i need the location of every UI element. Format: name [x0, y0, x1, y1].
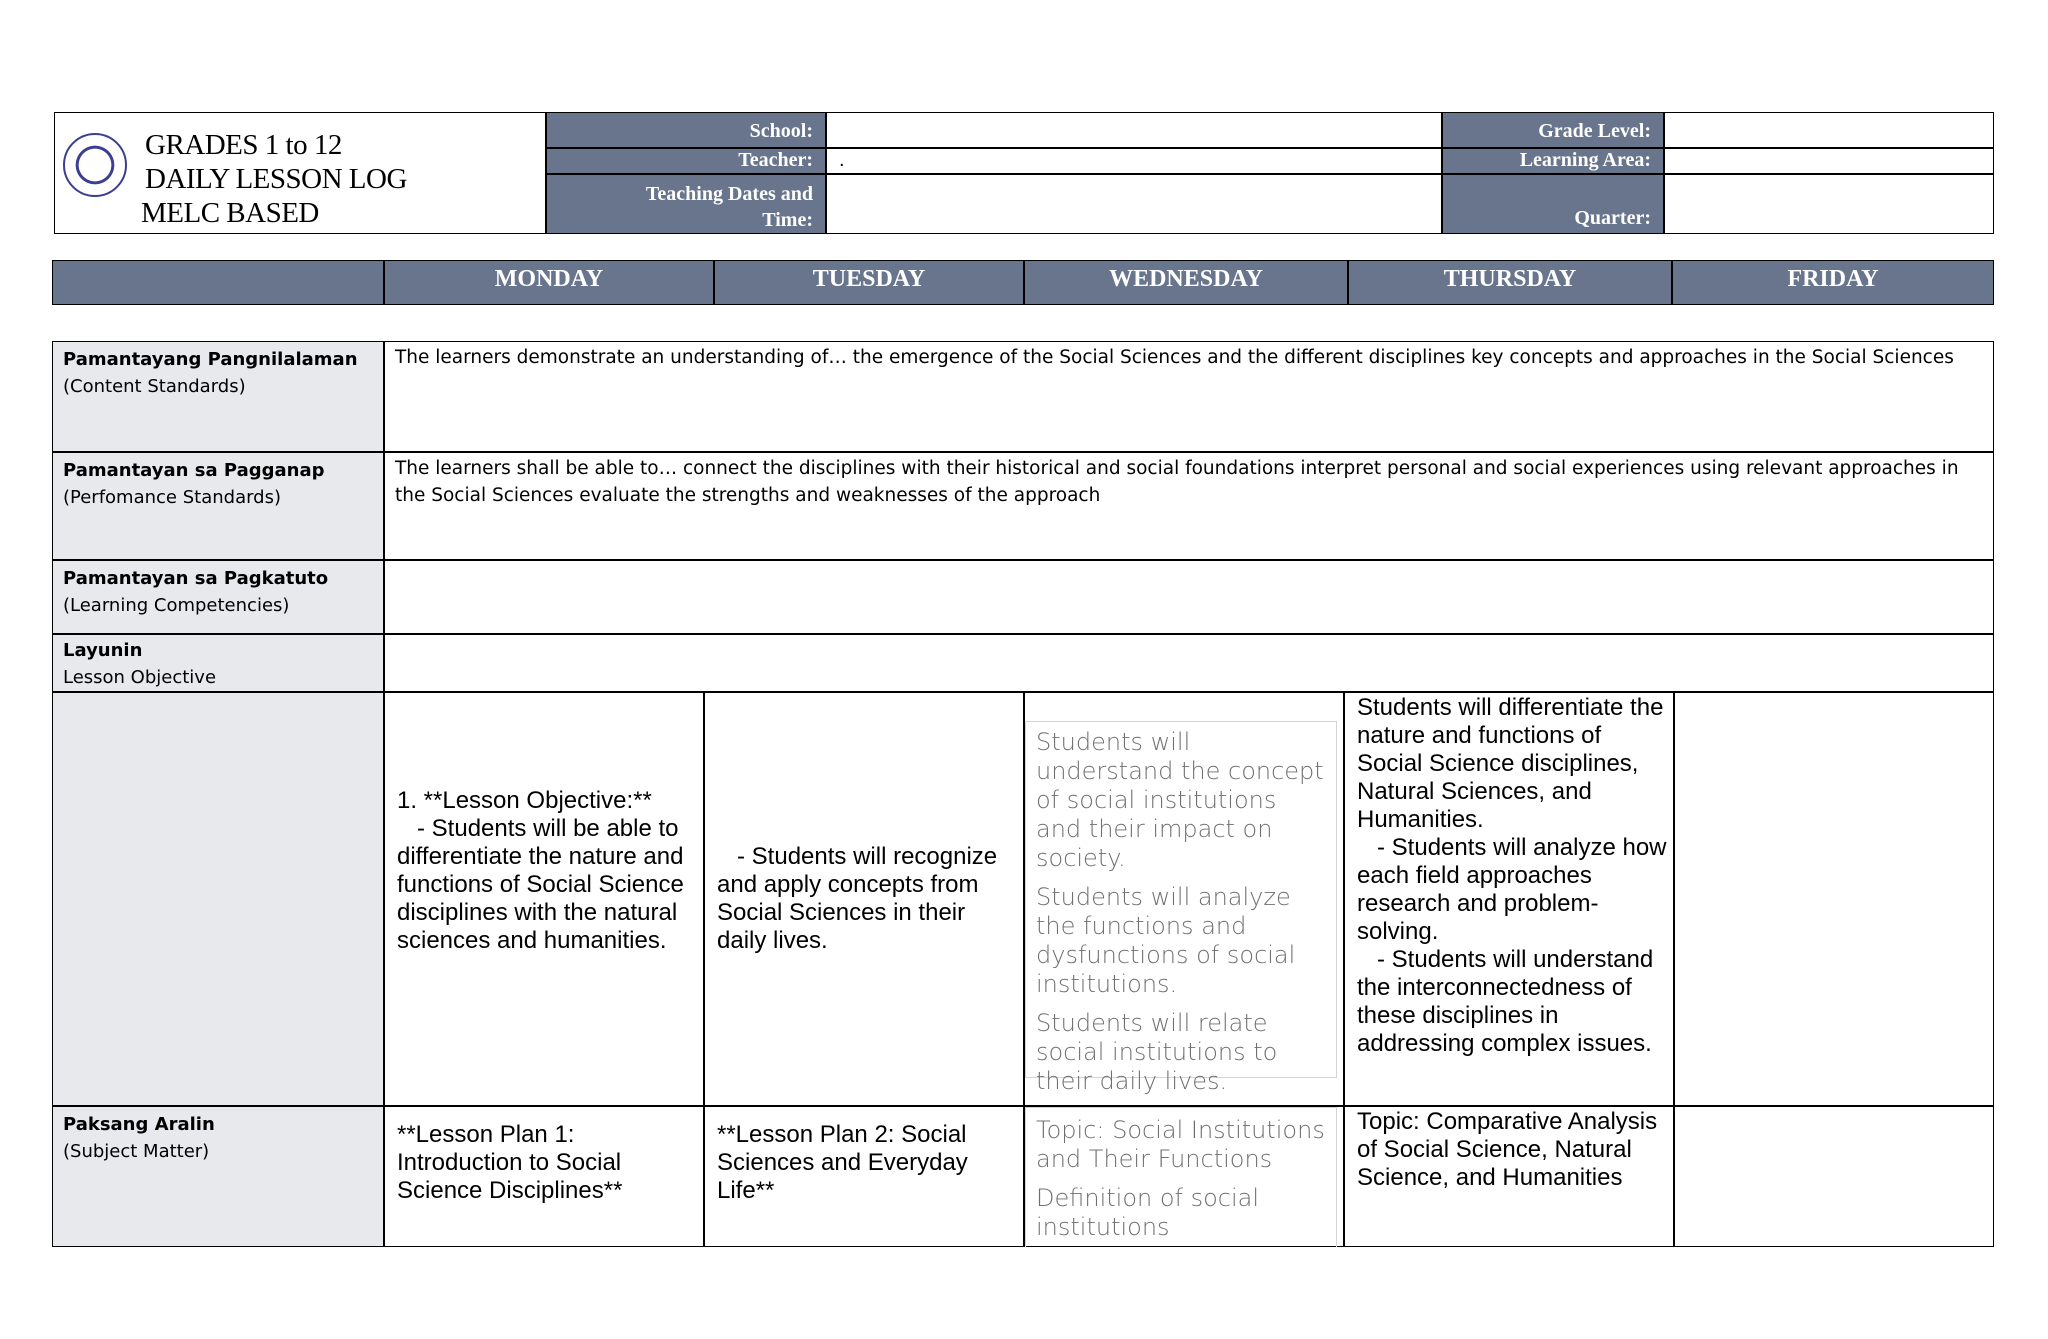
objective-wednesday-item-2: Students will analyze the functions and dysfunctions of social institutions. [1036, 883, 1296, 998]
content-standards-label [52, 341, 384, 452]
lesson-objective-label-bold: Layunin [63, 640, 143, 661]
lesson-objective-label [52, 634, 384, 692]
content-standards-label-bold: Pamantayang Pangnilalaman [63, 349, 358, 370]
title-line-3: MELC BASED [141, 197, 319, 229]
objective-monday-text: 1. **Lesson Objective:** - Students will be able to differentiate the nature and functions of Social Science disciplines with the natural sciences and humanities. [397, 787, 684, 954]
teaching-dates-label-line1: Teaching Dates and [645, 183, 813, 205]
objective-tuesday-cell [704, 692, 1024, 1106]
learning-competencies-label [52, 560, 384, 634]
subject-monday-text: **Lesson Plan 1: Introduction to Social Science Disciplines** [397, 1121, 623, 1204]
deped-seal-icon [63, 133, 127, 197]
learning-competencies-label-bold: Pamantayan sa Pagkatuto [63, 568, 329, 589]
day-header-monday: MONDAY [384, 260, 714, 305]
lesson-objective-label-sub: Lesson Objective [63, 667, 217, 688]
subject-tuesday-cell [704, 1106, 1024, 1247]
day-header-friday: FRIDAY [1672, 260, 1994, 305]
grade-level-field[interactable] [1664, 112, 1994, 148]
subject-monday-cell [384, 1106, 704, 1247]
grade-level-label: Grade Level: [1442, 112, 1664, 148]
objective-wednesday-box [1025, 721, 1337, 1095]
day-header-tuesday: TUESDAY [714, 260, 1024, 305]
header-title-cell [54, 112, 546, 234]
subject-thursday-cell [1344, 1106, 1674, 1247]
content-standards-label-sub: (Content Standards) [63, 376, 246, 397]
teaching-dates-field[interactable] [826, 174, 1442, 234]
subject-matter-label [52, 1106, 384, 1247]
learning-area-label: Learning Area: [1442, 148, 1664, 174]
performance-standards-label [52, 452, 384, 560]
subject-wednesday-item-1: Topic: Social Institutions and Their Functions [1036, 1116, 1325, 1173]
performance-standards-label-sub: (Perfomance Standards) [63, 487, 282, 508]
subject-wednesday-box [1025, 1107, 1337, 1247]
quarter-label: Quarter: [1442, 174, 1664, 234]
teacher-field[interactable]: . [826, 148, 1442, 174]
learning-competencies-label-sub: (Learning Competencies) [63, 595, 290, 616]
school-label: School: [546, 112, 826, 148]
objective-wednesday-cell [1024, 692, 1344, 1106]
teacher-label: Teacher: [546, 148, 826, 174]
performance-standards-label-bold: Pamantayan sa Pagganap [63, 460, 325, 481]
learning-competencies-text [384, 560, 1994, 634]
teaching-dates-label-line2: Time: [762, 209, 813, 231]
title-line-2: DAILY LESSON LOG [145, 163, 407, 195]
subject-matter-label-sub: (Subject Matter) [63, 1141, 210, 1162]
day-header-thursday: THURSDAY [1348, 260, 1672, 305]
subject-wednesday-item-2: Definition of social institutions [1036, 1184, 1260, 1241]
subject-tuesday-text: **Lesson Plan 2: Social Sciences and Everyday Life** [717, 1121, 968, 1204]
subject-wednesday-cell [1024, 1106, 1344, 1247]
subject-thursday-text: Topic: Comparative Analysis of Social Science, Natural Science, and Humanities [1357, 1108, 1658, 1191]
learning-area-field[interactable] [1664, 148, 1994, 174]
teaching-dates-label [546, 174, 826, 234]
objective-wednesday-item-1: Students will understand the concept of social institutions and their impact on society. [1036, 728, 1324, 872]
performance-standards-text: The learners shall be able to… connect the disciplines with their historical and social foundations interpret personal and social experiences using relevant approaches in the Social Sciences evaluate the strengths and weaknesses of the approach [384, 452, 1994, 560]
title-line-1: GRADES 1 to 12 [145, 129, 342, 161]
objective-wednesday-item-3: Students will relate social institutions to their daily lives. [1036, 1009, 1278, 1095]
content-standards-text: The learners demonstrate an understanding of… the emergence of the Social Sciences and the different disciplines key concepts and approaches in the Social Sciences [384, 341, 1994, 452]
days-bar-blank [52, 260, 384, 305]
quarter-field[interactable] [1664, 174, 1994, 234]
day-header-wednesday: WEDNESDAY [1024, 260, 1348, 305]
lesson-objective-text [384, 634, 1994, 692]
objective-friday-cell [1674, 692, 1994, 1106]
objective-thursday-text: Students will differentiate the nature and functions of Social Science disciplines, Natural Sciences, and Humanities. - Students will analyze how each field approaches research and problem-solving. - Students will understand the interconnectedness of these disciplines in addressing complex issues. [1357, 694, 1667, 1057]
school-field[interactable] [826, 112, 1442, 148]
objective-monday-cell [384, 692, 704, 1106]
objectives-label-blank [52, 692, 384, 1106]
objective-tuesday-text: - Students will recognize and apply concepts from Social Sciences in their daily lives. [717, 843, 1004, 954]
subject-matter-label-bold: Paksang Aralin [63, 1114, 215, 1135]
objective-thursday-cell [1344, 692, 1674, 1106]
subject-friday-cell [1674, 1106, 1994, 1247]
